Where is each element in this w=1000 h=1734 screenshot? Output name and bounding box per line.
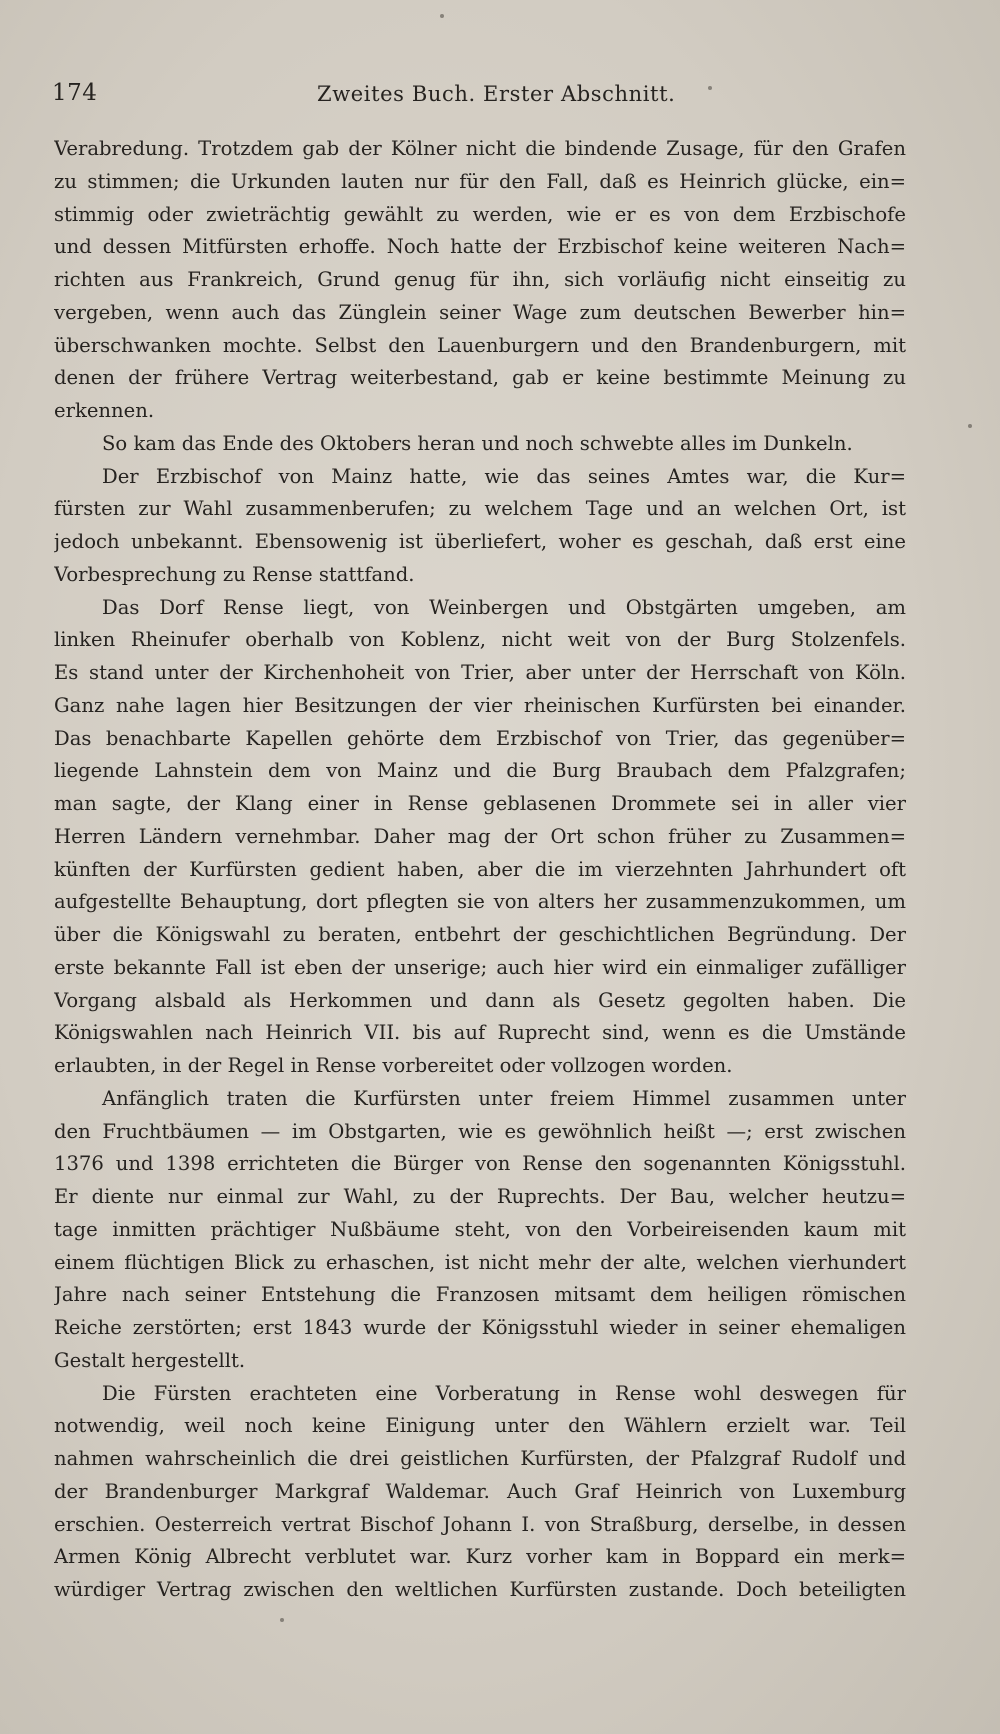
text-line: richten aus Frankreich, Grund genug für ihn, sich vorläufig nicht einseitig zu (54, 268, 906, 291)
text-line: würdiger Vertrag zwischen den weltlichen Kurfürsten zustande. Doch beteiligten (54, 1578, 906, 1601)
text-line: linken Rheinufer oberhalb von Koblenz, nicht weit von der Burg Stolzenfels. (54, 628, 906, 652)
text-line: stimmig oder zwieträchtig gewählt zu werden, wie er es von dem Erzbischofe (54, 202, 906, 226)
text-line: Die Fürsten erachteten eine Vorberatung in Rense wohl deswegen für (102, 1381, 906, 1405)
text-line: fürsten zur Wahl zusammenberufen; zu welchem Tage und an welchen Ort, ist (54, 497, 906, 521)
text-line: Gestalt hergestellt. (54, 1348, 246, 1372)
page-number: 174 (52, 80, 98, 106)
text-line: aufgestellte Behauptung, dort pflegten sie von alters her zusammenzukommen, um (54, 890, 906, 914)
text-line: Anfänglich traten die Kurfürsten unter freiem Himmel zusammen unter (102, 1086, 906, 1110)
text-line: Verabredung. Trotzdem gab der Kölner nicht die bindende Zusage, für den Grafen (54, 137, 906, 160)
paper-speck (280, 1618, 284, 1622)
text-line: man sagte, der Klang einer in Rense geblasenen Drommete sei in aller vier (54, 792, 906, 815)
text-line: über die Königswahl zu beraten, entbehrt der geschichtlichen Begründung. Der (54, 923, 906, 946)
running-head: Zweites Buch. Erster Abschnitt. (317, 82, 676, 106)
paper-speck (708, 86, 712, 90)
text-line: Vorbesprechung zu Rense stattfand. (54, 562, 415, 586)
text-line: notwendig, weil noch keine Einigung unter den Wählern erzielt war. Teil (54, 1414, 906, 1438)
page-header (52, 80, 910, 114)
text-line: Es stand unter der Kirchenhoheit von Trier, aber unter der Herrschaft von Köln. (54, 661, 906, 684)
text-line: künften der Kurfürsten gedient haben, aber die im vierzehnten Jahrhundert oft (54, 857, 906, 881)
text-line: erkennen. (54, 399, 155, 422)
paper-speck (440, 14, 444, 18)
text-line: Vorgang alsbald als Herkommen und dann als Gesetz gegolten haben. Die (54, 988, 906, 1012)
text-line: So kam das Ende des Oktobers heran und noch schwebte alles im Dunkeln. (102, 431, 853, 455)
text-line: nahmen wahrscheinlich die drei geistlichen Kurfürsten, der Pfalzgraf Rudolf und (54, 1447, 906, 1470)
text-line: erschien. Oesterreich vertrat Bischof Johann I. von Straßburg, derselbe, in dessen (54, 1512, 906, 1536)
paper-speck (968, 424, 972, 428)
body-text (54, 133, 906, 1607)
text-line: Ganz nahe lagen hier Besitzungen der vier rheinischen Kurfürsten bei einander. (54, 693, 906, 717)
text-line: Das benachbarte Kapellen gehörte dem Erzbischof von Trier, das gegenüber= (54, 726, 906, 750)
text-line: 1376 und 1398 errichteten die Bürger von Rense den sogenannten Königsstuhl. (54, 1152, 906, 1176)
text-line: jedoch unbekannt. Ebensowenig ist überliefert, woher es geschah, daß erst eine (54, 530, 906, 553)
text-line: zu stimmen; die Urkunden lauten nur für den Fall, daß es Heinrich glücke, ein= (54, 169, 906, 193)
text-line: vergeben, wenn auch das Zünglein seiner Wage zum deutschen Bewerber hin= (54, 300, 906, 324)
text-line: Königswahlen nach Heinrich VII. bis auf Ruprecht sind, wenn es die Umstände (54, 1021, 906, 1045)
text-line: einem flüchtigen Blick zu erhaschen, ist nicht mehr der alte, welchen vierhundert (54, 1250, 906, 1274)
text-line: Er diente nur einmal zur Wahl, zu der Ruprechts. Der Bau, welcher heutzu= (54, 1185, 906, 1208)
text-line: der Brandenburger Markgraf Waldemar. Auch Graf Heinrich von Luxemburg (54, 1479, 906, 1503)
text-line: erste bekannte Fall ist eben der unserige; auch hier wird ein einmaliger zufälliger (54, 955, 906, 979)
text-line: liegende Lahnstein dem von Mainz und die Burg Braubach dem Pfalzgrafen; (54, 759, 906, 783)
text-line: tage inmitten prächtiger Nußbäume steht, von den Vorbeireisenden kaum mit (54, 1217, 906, 1241)
text-line: Armen König Albrecht verblutet war. Kurz vorher kam in Boppard ein merk= (54, 1545, 906, 1569)
text-line: Reiche zerstörten; erst 1843 wurde der Königsstuhl wieder in seiner ehemaligen (54, 1316, 906, 1339)
text-line: denen der frühere Vertrag weiterbestand, gab er keine bestimmte Meinung zu (54, 366, 906, 390)
text-line: den Fruchtbäumen — im Obstgarten, wie es gewöhnlich heißt —; erst zwischen (54, 1119, 906, 1143)
text-line: erlaubten, in der Regel in Rense vorbereitet oder vollzogen worden. (54, 1054, 733, 1077)
text-line: Jahre nach seiner Entstehung die Franzosen mitsamt dem heiligen römischen (54, 1283, 906, 1307)
text-line: und dessen Mitfürsten erhoffe. Noch hatte der Erzbischof keine weiteren Nach= (54, 235, 906, 259)
text-line: Herren Ländern vernehmbar. Daher mag der Ort schon früher zu Zusammen= (54, 824, 906, 848)
text-line: Das Dorf Rense liegt, von Weinbergen und Obstgärten umgeben, am (102, 595, 906, 619)
text-line: Der Erzbischof von Mainz hatte, wie das seines Amtes war, die Kur= (102, 464, 906, 488)
text-line: überschwanken mochte. Selbst den Lauenburgern und den Brandenburgern, mit (54, 333, 906, 357)
